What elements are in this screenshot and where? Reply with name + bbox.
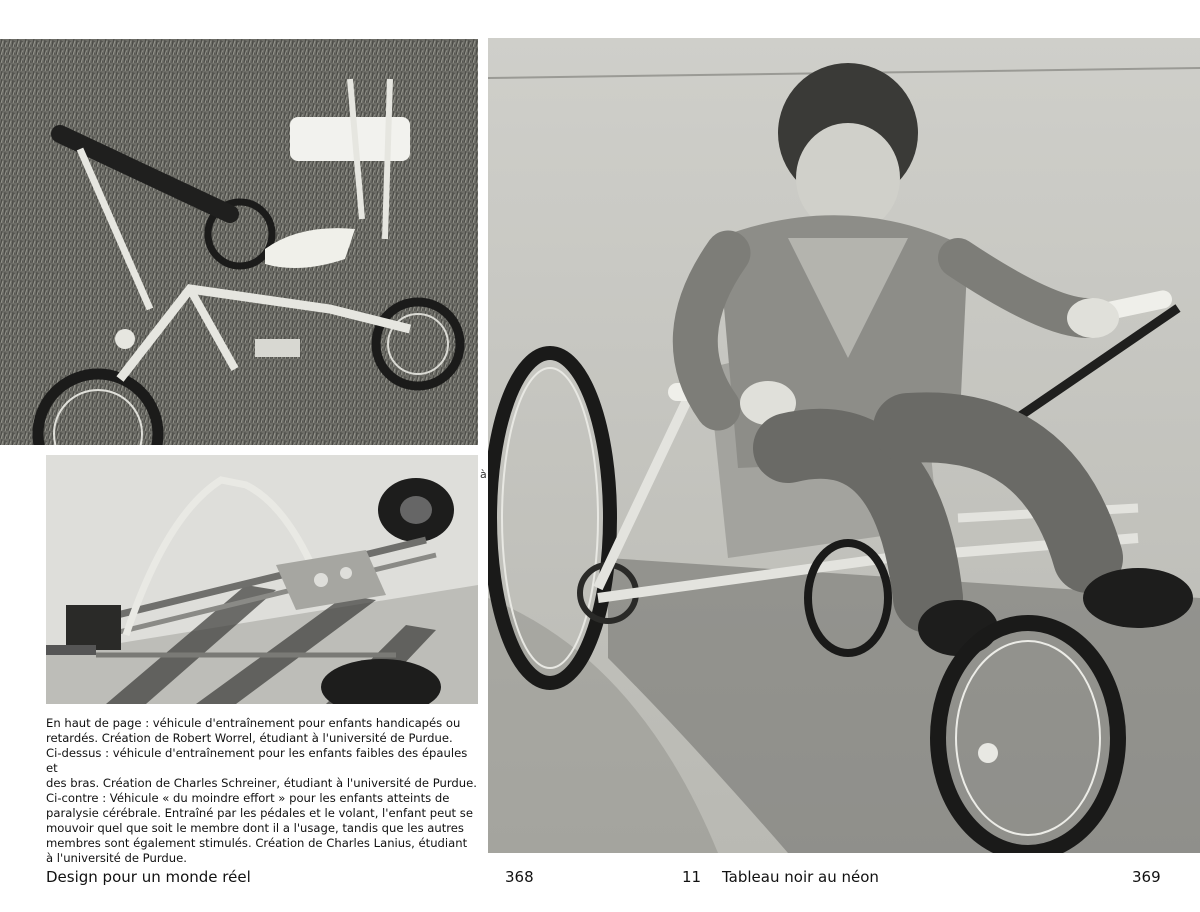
caption-line: Ci-contre : Véhicule « du moindre effort » pour les enfants atteints de [46, 791, 450, 805]
caption-line: membres sont également stimulés. Création de Charles Lanius, étudiant [46, 836, 468, 850]
photo-training-tricycle-grass [0, 39, 478, 445]
page-number-left: 368 [505, 868, 534, 886]
caption-line: retardés. Création de Robert Worrel, étudiant à l'université de Purdue. [46, 731, 453, 745]
chapter-title: Tableau noir au néon [722, 868, 879, 886]
photo-caption [46, 716, 478, 866]
caption-line: En haut de page : véhicule d'entraînement pour enfants handicapés ou [46, 716, 461, 730]
footer-book-title: Design pour un monde réel [46, 868, 251, 886]
caption-line: Ci-dessus : véhicule d'entraînement pour les enfants faibles des épaules et [46, 746, 468, 775]
photo-training-vehicle-shoulders [46, 455, 478, 704]
page-number-right: 369 [1132, 868, 1161, 886]
caption-line: des bras. Création de Charles Schreiner, étudiant à l'université de Purdue. [46, 776, 477, 790]
caption-line: à l'université de Purdue. [46, 851, 187, 865]
stray-character: à [480, 468, 487, 481]
caption-line: mouvoir quel que soit le membre dont il a l'usage, tandis que les autres [46, 821, 464, 835]
photo-least-effort-vehicle-boy [488, 38, 1200, 853]
chapter-number: 11 [682, 868, 702, 886]
caption-line: paralysie cérébrale. Entraîné par les pédales et le volant, l'enfant peut se [46, 806, 473, 820]
